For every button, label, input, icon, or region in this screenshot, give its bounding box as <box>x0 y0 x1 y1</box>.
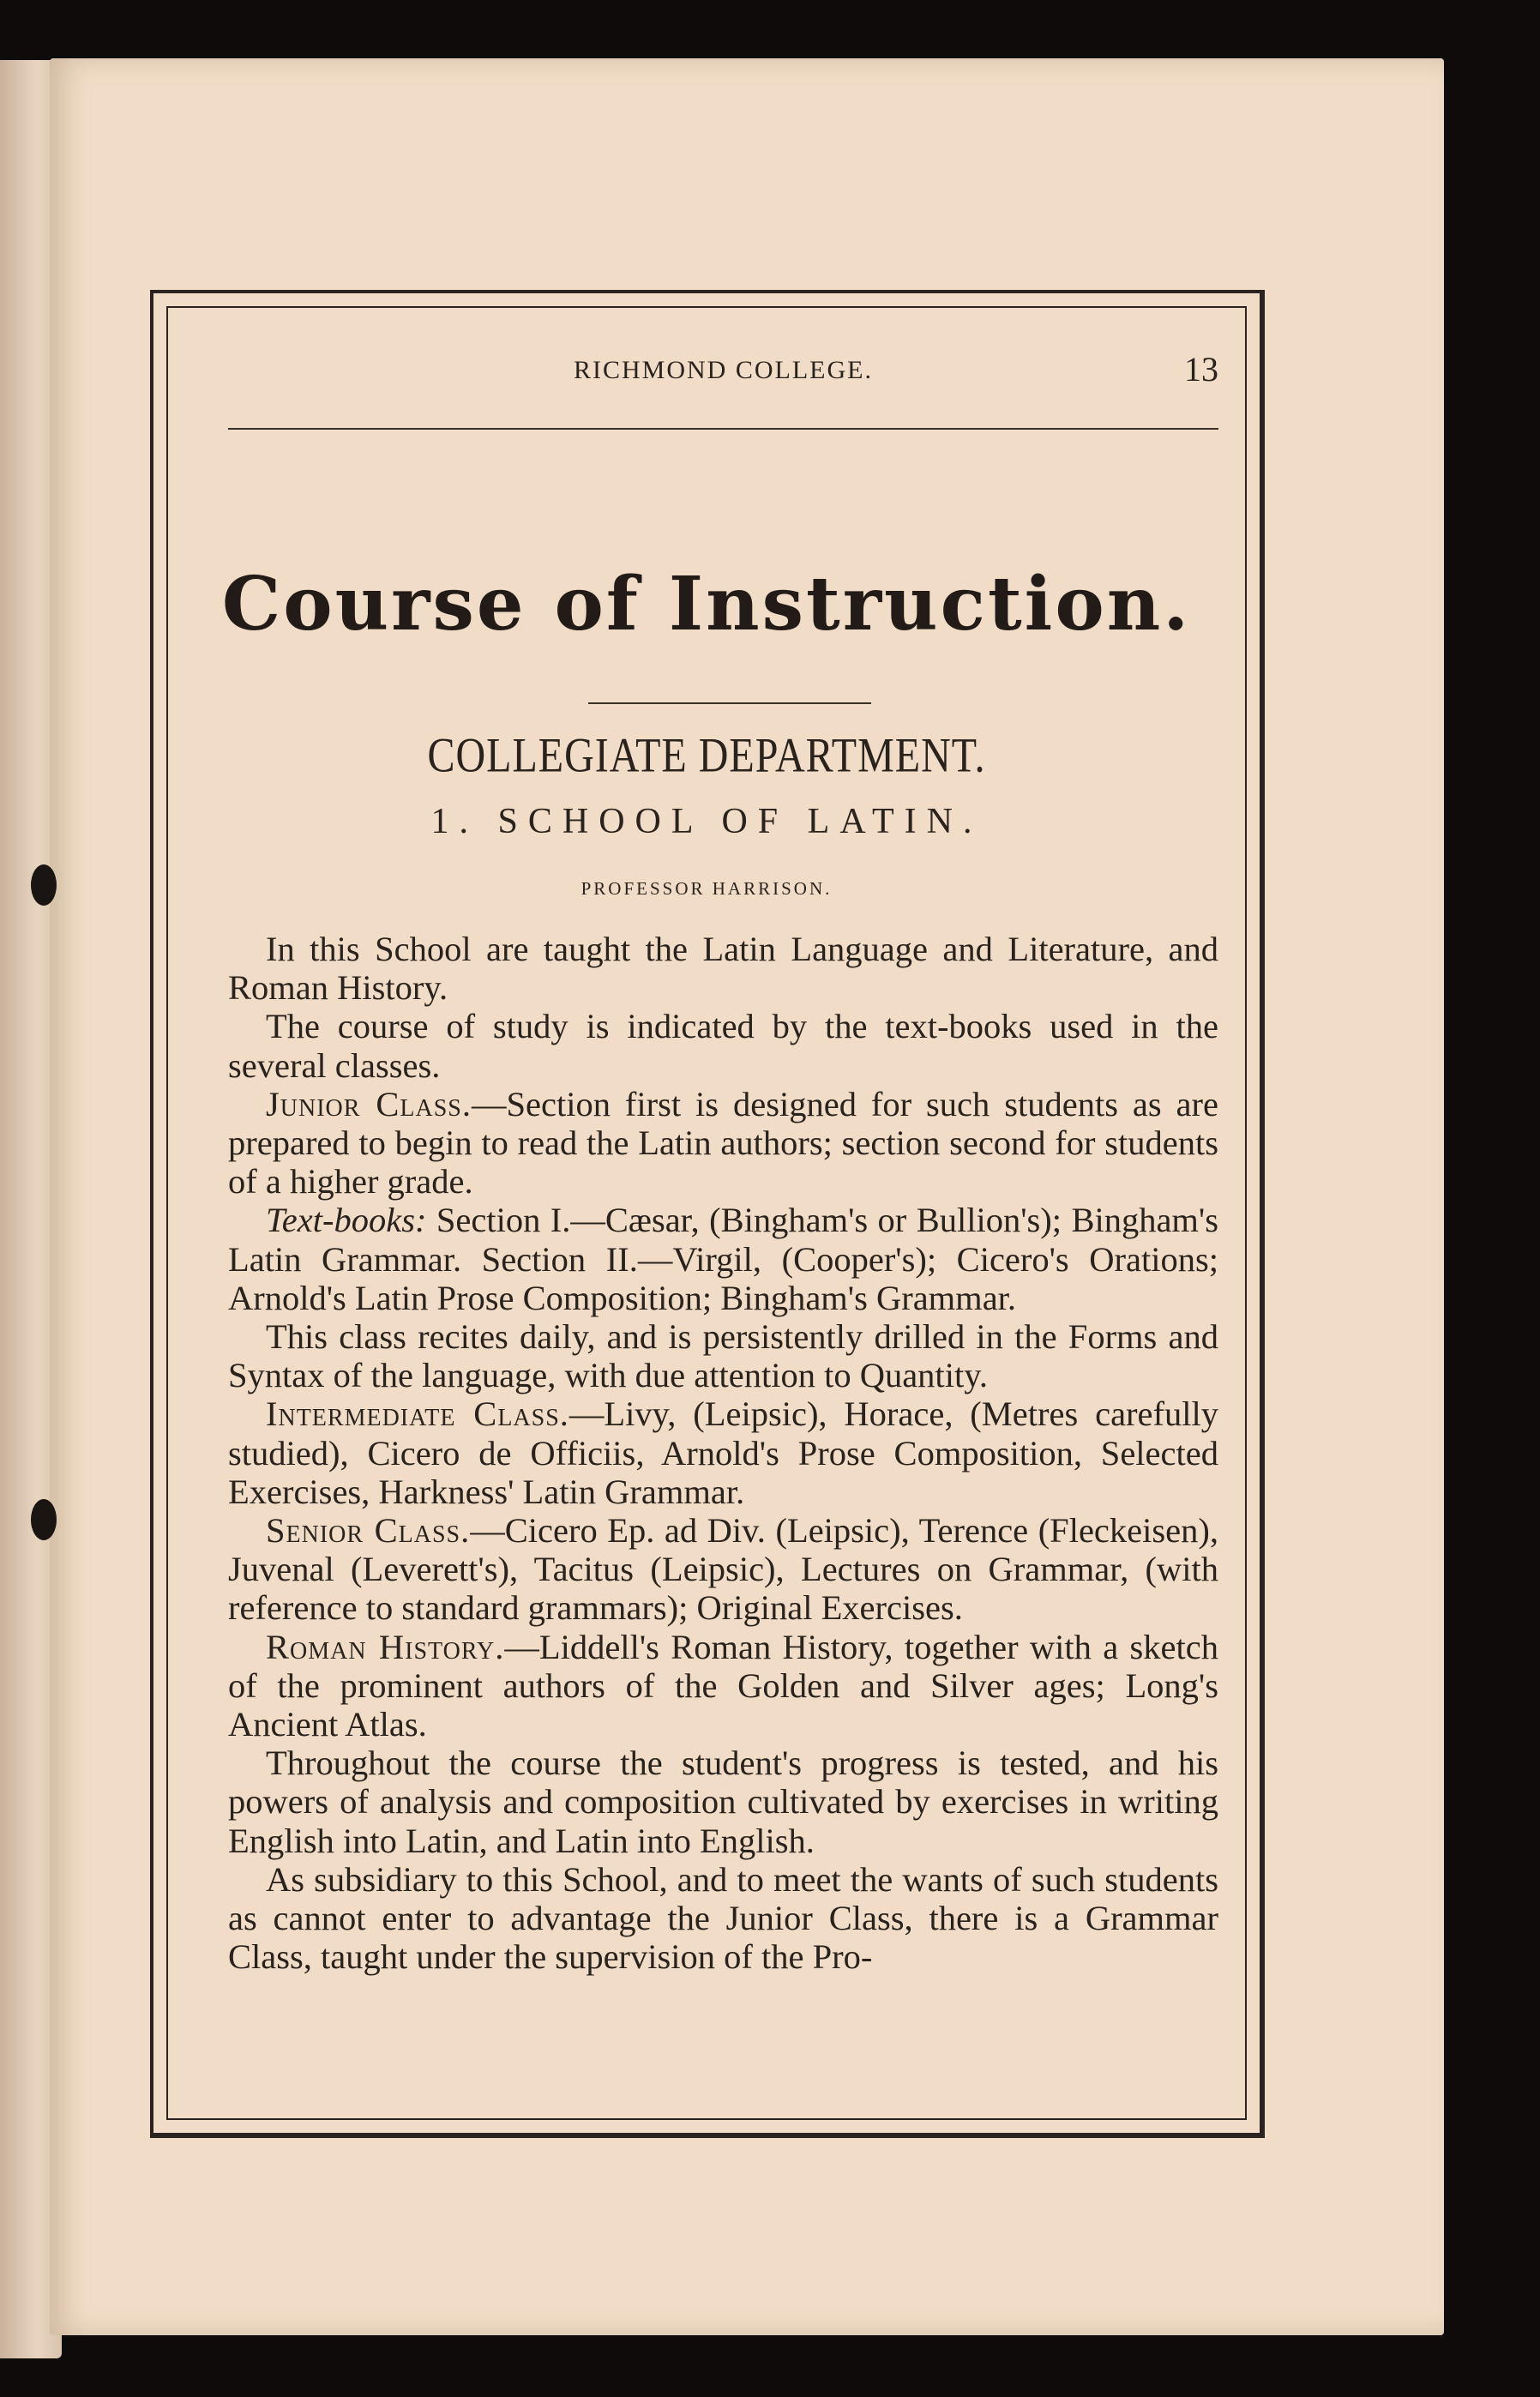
body-text <box>228 930 1218 1976</box>
header-rule <box>228 428 1218 430</box>
paragraph-lead: Intermediate Class. <box>266 1394 569 1434</box>
page-border-frame <box>150 290 1265 2138</box>
paragraph-text: The course of study is indicated by the text-books used in the several classes. <box>228 1007 1218 1085</box>
title-rule <box>588 702 871 704</box>
paragraph-text: In this School are taught the Latin Language and Literature, and Roman History. <box>228 930 1218 1008</box>
paragraph-text: —Livy, (Leipsic), Horace, (Metres carefully studied), Cicero de Officiis, Arnold's Prose Composition, Selected Exercises, Harkness' Latin Grammar. <box>228 1394 1218 1511</box>
paragraph <box>228 1860 1218 1977</box>
paragraph-lead: Roman History. <box>266 1627 505 1666</box>
paragraph <box>228 1201 1218 1317</box>
department-heading: COLLEGIATE DEPARTMENT. <box>427 729 986 783</box>
paragraph <box>228 1317 1218 1394</box>
paragraph <box>228 1744 1218 1860</box>
book-page <box>50 58 1444 2335</box>
paragraph-text: Section I.—Cæsar, (Bingham's or Bullion's); Bingham's Latin Grammar. Section II.—Virgil, (Cooper's); Cicero's Orations; Arnold's Latin Prose Composition; Bingham's Grammar. <box>228 1201 1218 1317</box>
paragraph <box>228 930 1218 1007</box>
paragraph <box>228 1085 1218 1202</box>
paragraph-text: —Section first is designed for such students as are prepared to begin to read the Latin authors; section second for students of a higher grade. <box>228 1084 1218 1202</box>
paragraph-lead: Senior Class. <box>266 1511 471 1551</box>
paragraph-lead: Junior Class. <box>266 1084 472 1123</box>
paragraph-text: —Liddell's Roman History, together with a sketch of the prominent authors of the Golden and Silver ages; Long's Ancient Atlas. <box>228 1627 1218 1744</box>
binding-hole <box>31 864 57 906</box>
running-title: RICHMOND COLLEGE. <box>574 356 873 384</box>
paragraph-text: This class recites daily, and is persistently drilled in the Forms and Syntax of the language, with due attention to Quantity. <box>228 1317 1218 1395</box>
page-border-inner <box>166 306 1247 2120</box>
page-number: 13 <box>1184 350 1218 388</box>
paragraph <box>228 1394 1218 1511</box>
paragraph <box>228 1511 1218 1628</box>
professor-line: PROFESSOR HARRISON. <box>581 878 833 899</box>
paragraph-text: Throughout the course the student's progress is tested, and his powers of analysis and composition cultivated by exercises in writing English into Latin, and Latin into English. <box>228 1744 1218 1860</box>
paragraph-lead: Text-books: <box>266 1201 427 1240</box>
section-title: Course of Instruction. <box>221 561 1192 647</box>
paragraph <box>228 1007 1218 1084</box>
paragraph-text: As subsidiary to this School, and to meet the wants of such students as cannot enter to advantage the Junior Class, there is a Grammar Class, taught under the supervision of the Pro- <box>228 1859 1218 1977</box>
paragraph <box>228 1628 1218 1744</box>
school-heading: 1. SCHOOL OF LATIN. <box>430 802 983 841</box>
paragraph-text: —Cicero Ep. ad Div. (Leipsic), Terence (Fleckeisen), Juvenal (Leverett's), Tacitus (Leipsic), Lectures on Grammar, (with reference to standard grammars); Original Exercises. <box>228 1511 1218 1628</box>
running-header <box>228 352 1218 387</box>
binding-hole <box>31 1499 57 1540</box>
